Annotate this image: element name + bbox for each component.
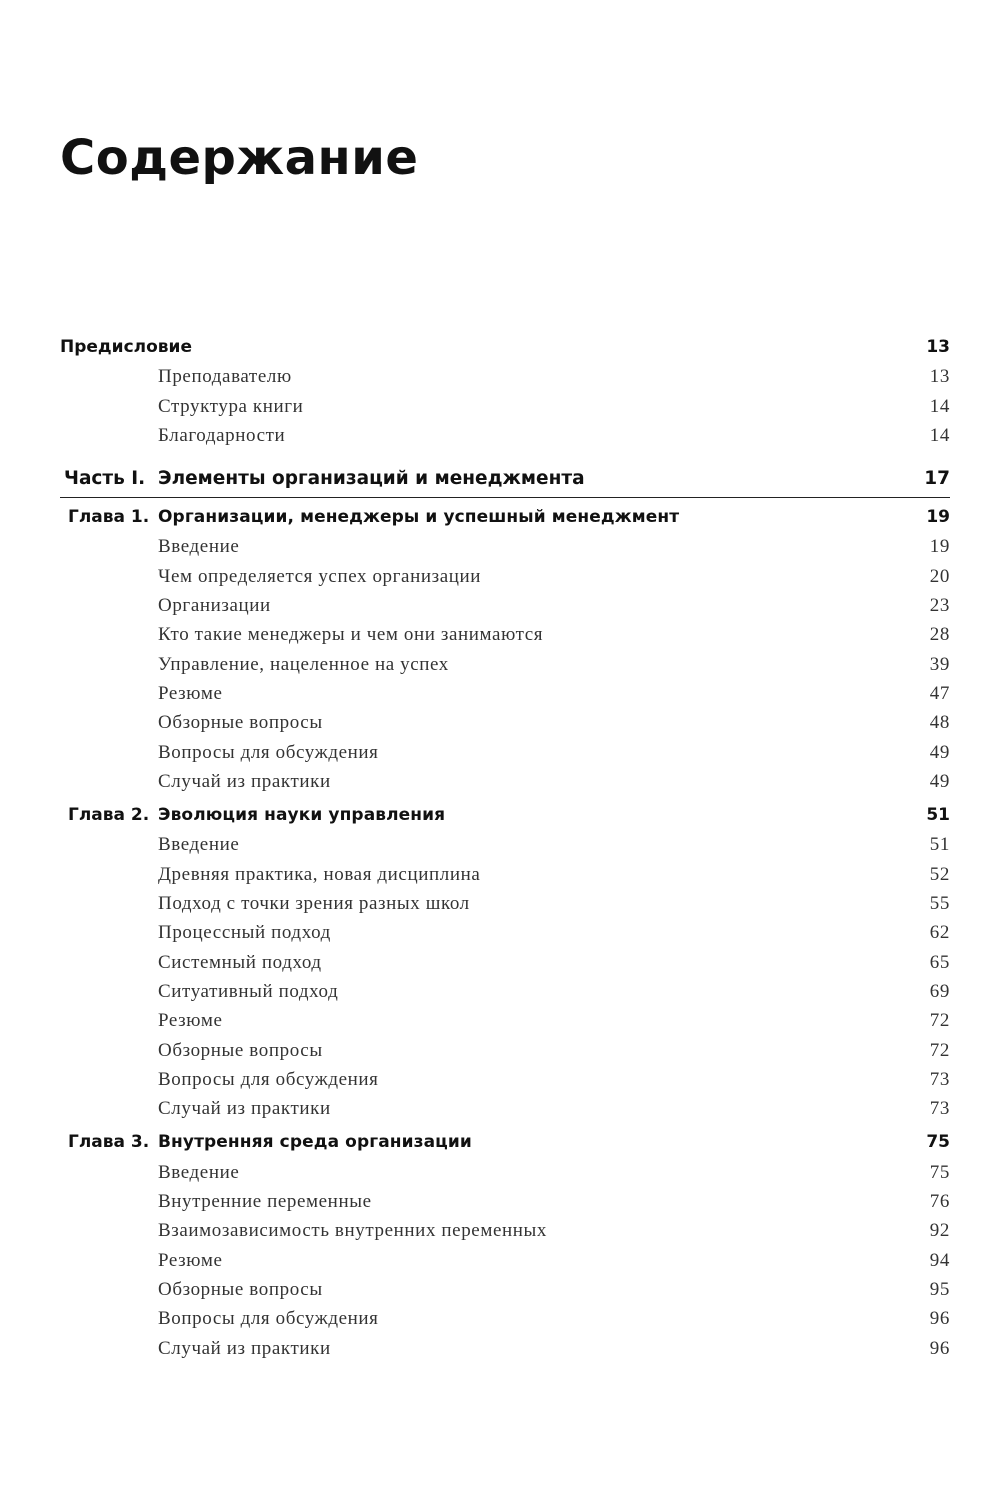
- toc-subentry[interactable]: [60, 860, 950, 889]
- toc-subentry[interactable]: [60, 1246, 950, 1275]
- toc-subentry[interactable]: [60, 1094, 950, 1123]
- toc-subentry[interactable]: [60, 620, 950, 649]
- toc-entry-title: Предисловие: [60, 337, 192, 357]
- toc-subentry-page: 73: [929, 1098, 950, 1120]
- toc-subentry-title: Обзорные вопросы: [158, 1278, 323, 1300]
- toc-entry-preface[interactable]: [60, 333, 950, 362]
- toc-subentry[interactable]: [60, 1006, 950, 1035]
- toc-subentry[interactable]: [60, 1304, 950, 1333]
- toc-subentry-page: 55: [929, 893, 950, 915]
- toc-subentry-page: 51: [929, 834, 950, 856]
- toc-subentry-page: 95: [929, 1278, 950, 1300]
- toc-subentry-page: 20: [929, 565, 950, 587]
- toc-chapter-page: 51: [926, 805, 950, 826]
- toc-subentry-title: Случай из практики: [158, 1098, 331, 1120]
- toc-subentry[interactable]: [60, 889, 950, 918]
- toc-entry-part-1[interactable]: [60, 462, 950, 496]
- toc-subentry[interactable]: [60, 1036, 950, 1065]
- toc-subentry-title: Введение: [158, 536, 240, 558]
- toc-subentry-page: 49: [929, 741, 950, 763]
- toc-subentry[interactable]: [60, 362, 950, 391]
- toc-subentry-title: Случай из практики: [158, 1337, 331, 1359]
- toc-subentry-page: 96: [929, 1308, 950, 1330]
- toc-subentry-title: Подход с точки зрения разных школ: [158, 893, 470, 915]
- toc-subentry-page: 69: [929, 980, 950, 1002]
- toc-subentry[interactable]: [60, 948, 950, 977]
- toc-subentry-page: 65: [929, 951, 950, 973]
- toc-subentry-page: 23: [929, 595, 950, 617]
- toc-subentry[interactable]: [60, 392, 950, 421]
- toc-subentry-title: Системный подход: [158, 951, 322, 973]
- toc-subentry-page: 47: [929, 682, 950, 704]
- toc-subentry-page: 48: [929, 712, 950, 734]
- toc-subentry-page: 96: [929, 1337, 950, 1359]
- page-title: Содержание: [60, 130, 419, 186]
- toc-entry-page: 13: [926, 337, 950, 357]
- toc-subentry-page: 52: [929, 863, 950, 885]
- toc-subentry-page: 94: [929, 1249, 950, 1271]
- toc-chapter-label: Глава 2.: [68, 805, 150, 826]
- toc-subentry-title: Случай из практики: [158, 770, 331, 792]
- toc-subentry[interactable]: [60, 830, 950, 859]
- toc-subentry-title: Резюме: [158, 682, 223, 704]
- toc-chapter-label: Глава 1.: [68, 507, 150, 528]
- toc-subentry-title: Кто такие менеджеры и чем они занимаются: [158, 624, 544, 646]
- toc-subentry-title: Преподавателю: [158, 366, 292, 388]
- toc-subentry[interactable]: [60, 1275, 950, 1304]
- toc-subentry-page: 13: [929, 366, 950, 388]
- part-divider: [60, 497, 950, 498]
- toc-subentry[interactable]: [60, 591, 950, 620]
- toc-subentry-page: 19: [929, 536, 950, 558]
- toc-subentry-title: Ситуативный подход: [158, 980, 339, 1002]
- toc-subentry-title: Древняя практика, новая дисциплина: [158, 863, 481, 885]
- toc-part-label: Часть I.: [64, 468, 146, 490]
- toc-subentry-title: Благодарности: [158, 424, 286, 446]
- toc-subentry-page: 14: [929, 424, 950, 446]
- toc-subentry[interactable]: [60, 1065, 950, 1094]
- toc-part-page: 17: [924, 468, 950, 490]
- table-of-contents: [60, 333, 950, 1363]
- toc-subentry-title: Введение: [158, 834, 240, 856]
- toc-subentry-page: 39: [929, 653, 950, 675]
- toc-chapter-label: Глава 3.: [68, 1132, 150, 1153]
- toc-subentry[interactable]: [60, 679, 950, 708]
- toc-subentry[interactable]: [60, 1334, 950, 1363]
- toc-subentry-title: Взаимозависимость внутренних переменных: [158, 1220, 547, 1242]
- toc-subentry-title: Управление, нацеленное на успех: [158, 653, 449, 675]
- toc-subentry-title: Чем определяется успех организации: [158, 565, 482, 587]
- toc-subentry-page: 28: [929, 624, 950, 646]
- toc-subentry-title: Процессный подход: [158, 922, 331, 944]
- toc-subentry-title: Внутренние переменные: [158, 1191, 372, 1213]
- toc-subentry[interactable]: [60, 918, 950, 947]
- toc-subentry-page: 75: [929, 1161, 950, 1183]
- toc-chapter-page: 19: [926, 507, 950, 528]
- toc-subentry[interactable]: [60, 562, 950, 591]
- toc-subentry-page: 72: [929, 1010, 950, 1032]
- toc-subentry[interactable]: [60, 738, 950, 767]
- toc-entry-chapter-2[interactable]: [60, 801, 950, 830]
- toc-chapter-page: 75: [926, 1132, 950, 1153]
- toc-subentry-title: Вопросы для обсуждения: [158, 1068, 379, 1090]
- toc-subentry-title: Обзорные вопросы: [158, 1039, 323, 1061]
- toc-chapter-title: Внутренняя среда организации: [158, 1132, 472, 1153]
- toc-subentry[interactable]: [60, 977, 950, 1006]
- toc-subentry-title: Резюме: [158, 1010, 223, 1032]
- toc-subentry[interactable]: [60, 532, 950, 561]
- toc-subentry-title: Обзорные вопросы: [158, 712, 323, 734]
- toc-subentry[interactable]: [60, 767, 950, 796]
- toc-subentry-page: 72: [929, 1039, 950, 1061]
- toc-subentry-title: Резюме: [158, 1249, 223, 1271]
- toc-subentry[interactable]: [60, 1216, 950, 1245]
- toc-subentry[interactable]: [60, 421, 950, 450]
- toc-part-title: Элементы организаций и менеджмента: [158, 468, 585, 490]
- toc-subentry[interactable]: [60, 1158, 950, 1187]
- toc-subentry-page: 73: [929, 1068, 950, 1090]
- toc-subentry-title: Вопросы для обсуждения: [158, 1308, 379, 1330]
- toc-subentry-page: 14: [929, 395, 950, 417]
- toc-entry-chapter-3[interactable]: [60, 1128, 950, 1157]
- toc-subentry-page: 76: [929, 1191, 950, 1213]
- toc-chapter-title: Организации, менеджеры и успешный менеджмент: [158, 507, 680, 528]
- toc-subentry[interactable]: [60, 1187, 950, 1216]
- toc-subentry-title: Организации: [158, 595, 271, 617]
- toc-subentry-page: 49: [929, 770, 950, 792]
- toc-subentry-page: 62: [929, 922, 950, 944]
- toc-subentry[interactable]: [60, 708, 950, 737]
- toc-subentry[interactable]: [60, 650, 950, 679]
- toc-subentry-title: Вопросы для обсуждения: [158, 741, 379, 763]
- toc-subentry-title: Введение: [158, 1161, 240, 1183]
- toc-entry-chapter-1[interactable]: [60, 503, 950, 532]
- toc-chapter-title: Эволюция науки управления: [158, 805, 446, 826]
- toc-subentry-title: Структура книги: [158, 395, 304, 417]
- toc-subentry-page: 92: [929, 1220, 950, 1242]
